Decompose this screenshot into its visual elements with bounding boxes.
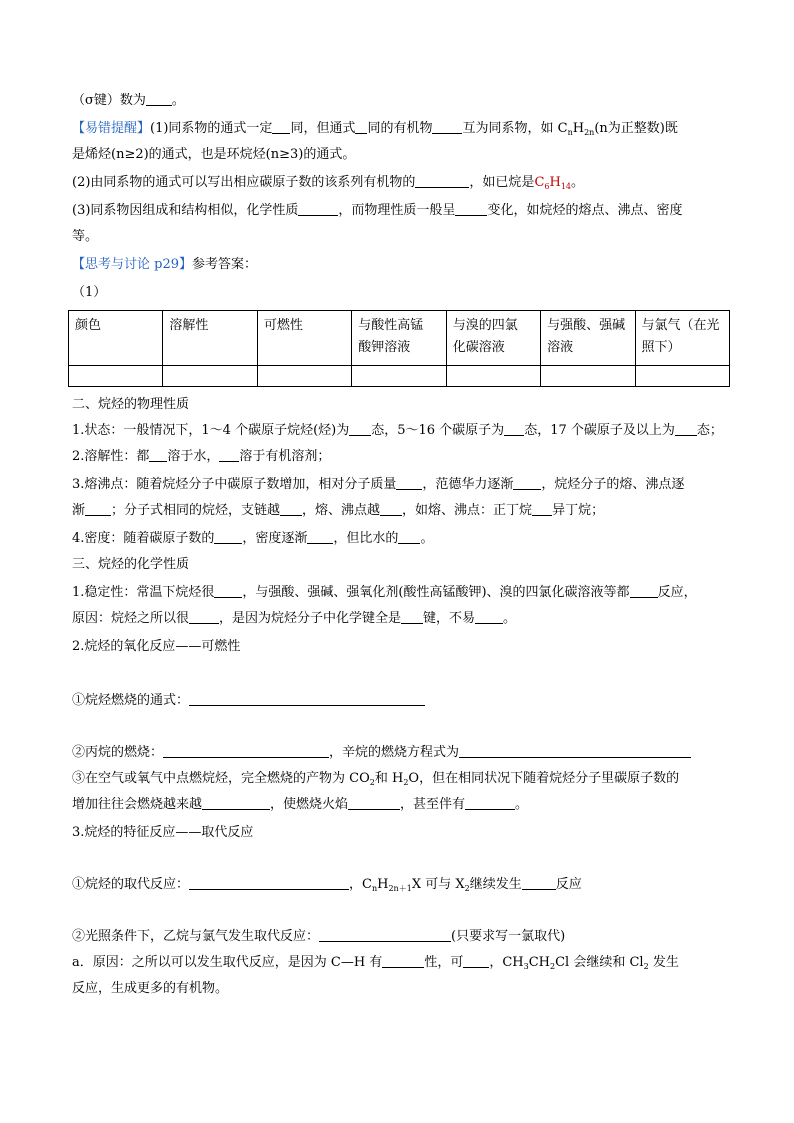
- blank: [298, 202, 338, 216]
- blank: [475, 610, 503, 624]
- line-item-1: （1）: [72, 285, 107, 300]
- line-melting-boiling-2: 渐 ；分子式相同的烷烃，支链越 ，熔、沸点越 ，如熔、沸点：正丁烷 异丁烷；: [72, 503, 605, 518]
- blank: [202, 796, 270, 810]
- table-header-chlorine: 与氯气（在光 照下）: [635, 311, 729, 366]
- table-cell[interactable]: [352, 366, 446, 387]
- line-stability-reason: 原因：烷烃之所以很 ，是因为烷烃分子中化学键全是 键，不易 。: [72, 611, 517, 626]
- line-stability: 1.稳定性：常温下烷烃很 ，与强酸、强碱、强氧化剂(酸性高锰酸钾)、溴的四氯化碳溶液等都 反应，: [72, 585, 697, 600]
- blank: [630, 584, 658, 598]
- blank: [513, 476, 541, 490]
- error-reminder-tag: 【易错提醒】: [72, 121, 151, 136]
- blank: [522, 876, 556, 890]
- blank: [463, 954, 489, 968]
- blank: [85, 502, 111, 516]
- line-combustion-products: ③在空气或氧气中点燃烷烃，完全燃烧的产物为 $CO_2$和 $H_2O$，但在相同状况下随着烷烃分子里碳原子数的: [72, 771, 680, 787]
- property-table: [68, 310, 730, 387]
- table-header-acid-base: 与强酸、强碱 溶液: [541, 311, 635, 366]
- line-reason: a．原因：之所以可以发生取代反应，是因为 C—H 有 性，可 ，$CH_3CH_2Cl$ 会继续和 $Cl_2$ 发生: [72, 955, 679, 971]
- table-header-solubility: 溶解性: [163, 311, 257, 366]
- table-cell[interactable]: [635, 366, 729, 387]
- blank: [189, 692, 425, 706]
- blank: [382, 954, 424, 968]
- blank: [401, 610, 423, 624]
- line-state: 1.状态：一般情况下，1～4 个碳原子烷烃(烃)为 态，5～16 个碳原子为 态，17 个碳原子及以上为 态；: [72, 423, 723, 438]
- think-discuss-tag: 【思考与讨论 p29】: [72, 257, 192, 272]
- section-chemical-properties: 三、烷烃的化学性质: [72, 557, 190, 572]
- line-solubility: 2.溶解性：都 溶于水， 溶于有机溶剂；: [72, 449, 331, 464]
- line-etc: 等。: [72, 229, 99, 244]
- blank: [459, 744, 691, 758]
- line-error-reminder-2: 是烯烃(n≥2)的通式，也是环烷烃(n≥3)的通式。: [72, 147, 356, 162]
- blank: [149, 448, 167, 462]
- blank: [146, 92, 172, 106]
- blank: [219, 448, 239, 462]
- line-homolog-formula: (2)由同系物的通式可以写出相应碳原子数的该系列有机物的 ，如已烷是$C_6H_{14}$。: [72, 175, 585, 191]
- hexane-formula: $C_6H_{14}$: [534, 175, 572, 191]
- blank: [319, 928, 451, 942]
- blank: [214, 530, 242, 544]
- blank: [455, 202, 487, 216]
- line-ethane-chlorine: ②光照条件下，乙烷与氯气发生取代反应： (只要求写一氯取代): [72, 929, 566, 944]
- line-density: 4.密度：随着碳原子数的 ，密度逐渐 ，但比水的 。: [72, 531, 434, 546]
- line-error-reminder-1: 【易错提醒】(1)同系物的通式一定 同，但通式 同的有机物 互为同系物，如 $C_nH_{2n}(n$为正整数)既: [72, 121, 678, 137]
- blank: [532, 502, 552, 516]
- table-header-flammability: 可燃性: [257, 311, 351, 366]
- section-physical-properties: 二、烷烃的物理性质: [72, 397, 190, 412]
- blank: [214, 584, 242, 598]
- table-cell[interactable]: [446, 366, 540, 387]
- table-cell[interactable]: [257, 366, 351, 387]
- line-combustion-products-2: 增加往往会燃烧越来越 ，使燃烧火焰 ，甚至伴有 。: [72, 797, 529, 812]
- table-cell[interactable]: [163, 366, 257, 387]
- line-reason-2: 反应，生成更多的有机物。: [72, 981, 229, 996]
- table-cell[interactable]: [541, 366, 635, 387]
- line-combustion-formula: ①烷烃燃烧的通式：: [72, 692, 425, 710]
- blank: [307, 530, 333, 544]
- blank: [163, 744, 329, 758]
- blank: [675, 422, 697, 436]
- blank: [355, 120, 367, 134]
- line-propane-combustion: ②丙烷的燃烧： ，辛烷的燃烧方程式为: [72, 744, 691, 762]
- table-cell[interactable]: [69, 366, 163, 387]
- blank: [348, 796, 400, 810]
- line-substitution-reaction: ①烷烃的取代反应： ，$C_nH_{2n+1}X$ 可与 $X_2$继续发生 反应: [72, 877, 582, 893]
- line-think-discuss: 【思考与讨论 p29】参考答案：: [72, 257, 258, 272]
- blank: [189, 610, 219, 624]
- blank: [465, 796, 515, 810]
- blank: [504, 422, 524, 436]
- blank: [396, 476, 422, 490]
- blank: [398, 530, 420, 544]
- blank: [415, 174, 469, 188]
- line-oxidation: 2.烷烃的氧化反应——可燃性: [72, 639, 241, 654]
- blank: [272, 120, 290, 134]
- line-homolog-property: (3)同系物因组成和结构相似，化学性质 ，而物理性质一般呈 变化，如烷烃的熔点、沸点、密度: [72, 203, 683, 218]
- table-row: [69, 311, 730, 366]
- blank: [380, 502, 402, 516]
- line-melting-boiling: 3.熔沸点：随着烷烃分子中碳原子数增加，相对分子质量 ，范德华力逐渐 ，烷烃分子的熔、沸点逐: [72, 477, 685, 492]
- blank: [189, 876, 349, 890]
- table-header-bromine: 与溴的四氯 化碳溶液: [446, 311, 540, 366]
- table-row: [69, 366, 730, 387]
- table-header-kmno4: 与酸性高锰 酸钾溶液: [352, 311, 446, 366]
- blank: [432, 120, 462, 134]
- blank: [280, 502, 302, 516]
- line-sigma-bond: （σ键）数为 。: [72, 93, 185, 108]
- table-header-color: 颜色: [69, 311, 163, 366]
- line-substitution: 3.烷烃的特征反应——取代反应: [72, 825, 254, 840]
- blank: [349, 422, 371, 436]
